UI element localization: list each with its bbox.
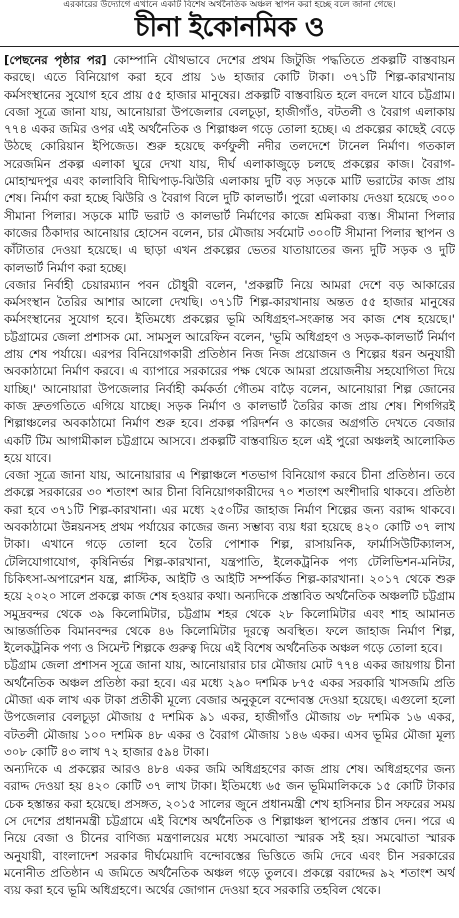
article-paragraph: বেজা সূত্রে জানা যায়, আনোয়ারার এ শিল্পাঞ্চলে শতভাগ বিনিয়োগ করবে চীনা প্রতিষ্ঠান। তবে প্রকল্পে সরকারের ৩০ শতাংশ আর চীনা বিনিয়োগকারীদের ৭০ শতাংশ অংশীদারি থাকবে। প্রতিষ্ঠা করা হবে ৩৭১টি শিল্প-কারখানা। এর মধ্যে ২৫০টির জাহাজ নির্মাণ শিল্পের জন্য বরাদ্দ থাকবে। অবকাঠামো উন্নয়নসহ প্রথম পর্যায়ের কাজের জন্য সম্ভাব্য ব্যয় ধরা হয়েছে ৪২০ কোটি ৩৭ লাখ টাকা। এখানে গড়ে তোলা হবে তৈরি পোশাক শিল্প, রাসায়নিক, ফার্মাসিউটিক্যালস, টেলিযোগাযোগ, কৃষিনির্ভর শিল্প-কারখানা, যন্ত্রপাতি, ইলেকট্রনিক পণ্য টেলিভিশন-মনিটর, চিকিৎসা-অপারেশন যন্ত্র, প্লাস্টিক, আইটি ও আইটি সম্পর্কিত শিল্প-কারখানা। ২০১৭ থেকে শুরু হয়ে ২০২০ সালে প্রকল্পে কাজ শেষ হওয়ার কথা। অন্যদিকে প্রস্তাবিত অর্থনৈতিক অঞ্চলটি চট্টগ্রাম সমুদ্রবন্দর থেকে ৩৯ কিলোমিটার, চট্টগ্রাম শহর থেকে ২৮ কিলোমিটার এবং শাহ আমানত আন্তর্জাতিক বিমানবন্দর থেকে ৪৬ কিলোমিটার দূরত্বে অবস্থিত। ফলে জাহাজ নির্মাণ শিল্প, ইলেকট্রনিক পণ্য ও সিমেন্ট শিল্পকে গুরুত্ব দিয়ে এই বিশেষ অর্থনৈতিক অঞ্চল গড়ে তোলা হবে। — [4, 468, 455, 656]
article-paragraph — [4, 52, 455, 277]
article-paragraph: চট্টগ্রাম জেলা প্রশাসন সূত্রে জানা যায়, আনোয়ারার চার মৌজায় মোট ৭৭৪ একর জায়গায় চীনা অর্থনৈতিক অঞ্চল প্রতিষ্ঠা করা হবে। এর মধ্যে ২৯০ দশমিক ৮৭৫ একর সরকারি খাসজমি প্রতি মৌজা এক লাখ এক টাকা প্রতীকী মূল্যে বেজার অনুকূলে বন্দোবস্ত দেওয়া হয়েছে। এগুলো হলো উপজেলার বেলচূড়া মৌজায় ৫ দশমিক ৯১ একর, হাজীগাঁও মৌজায় ৩৮ দশমিক ১৬ একর, বটতলী মৌজায় ১০০ দশমিক ৪৮ একর ও বৈরাগ মৌজায় ১৪৬ একর। এসব ভূমির মৌজা মূল্য ৩০৮ কোটি ৪৩ লাখ ৭২ হাজার ৫৯৪ টাকা। — [4, 658, 455, 759]
article-body — [4, 52, 455, 914]
article-paragraph: অন্যদিকে এ প্রকল্পের আরও ৪৮৪ একর জমি অধিগ্রহণের কাজ প্রায় শেষ। অধিগ্রহণের জন্য বরাদ্দ দেওয়া হয় ৪২০ কোটি ৩৭ লাখ টাকা। ইতিমধ্যে ৬৫ জন ভূমিমালিককে ১৫ কোটি টাকার চেক হস্তান্তর করা হয়েছে। প্রসঙ্গত, ২০১৫ সালের জুনে প্রধানমন্ত্রী শেখ হাসিনার চীন সফরের সময় সে দেশের প্রধানমন্ত্রী চট্টগ্রামে এই বিশেষ অর্থনৈতিক ও শিল্পাঞ্চল স্থাপনের প্রস্তাব দেন। পরে এ নিয়ে বেজা ও চীনের বাণিজ্য মন্ত্রণালয়ের মধ্যে সমঝোতা স্মারক সই হয়। সমঝোতা স্মারক অনুযায়ী, বাংলাদেশ সরকার দীর্ঘমেয়াদি বন্দোবস্তের ভিত্তিতে জমি দেবে এবং চীন সরকারের মনোনীত প্রতিষ্ঠান এ জমিতে অর্থনৈতিক অঞ্চল গড়ে তুলবে। প্রকল্পে বরাদ্দের ৯২ শতাংশ অর্থ ব্যয় করা হবে ভূমি অধিগ্রহণে। অর্থের জোগান দেওয়া হবে সরকারি তহবিল থেকে। — [4, 762, 455, 898]
headline-rule — [0, 46, 459, 47]
continuation-tag: [পেছনের পৃষ্ঠার পর] — [4, 53, 107, 67]
article-paragraph: বেজার নির্বাহী চেয়ারম্যান পবন চৌধুরী বলেন, 'প্রকল্পটি নিয়ে আমরা দেশে বড় আকারের কর্মসংস্থান তৈরির আশার আলো দেখছি। ৩৭১টি শিল্প-কারখানায় অন্তত ৫৫ হাজার মানুষের কর্মসংস্থানের সুযোগ হবে। ইতিমধ্যে প্রকল্পের ভূমি অধিগ্রহণ-সংক্রান্ত সব কাজ শেষ হয়েছে।' চট্টগ্রামের জেলা প্রশাসক মো. সামসুল আরেফিন বলেন, 'ভূমি অধিগ্রহণ ও সড়ক-কালভার্ট নির্মাণ প্রায় শেষ পর্যায়ে। এরপর বিনিয়োগকারী প্রতিষ্ঠান নিজ নিজ প্রয়োজন ও শিল্পের ধরন অনুযায়ী অবকাঠামো নির্মাণ করবে। এ ব্যাপারে সরকারের পক্ষ থেকে আমরা প্রয়োজনীয় সহযোগিতা দিয়ে যাচ্ছি।' আনোয়ারা উপজেলার নির্বাহী কর্মকর্তা গৌতম বাড়ৈ বলেন, আনোয়ারা শিল্প জোনের কাজ দ্রুতগতিতে এগিয়ে যাচ্ছে। সড়ক নির্মাণ ও কালভার্ট তৈরির কাজ প্রায় শেষ। শিগগিরই শিল্পাঞ্চলের অবকাঠামো নির্মাণ শুরু হবে। প্রকল্প পরিদর্শন ও কাজের অগ্রগতি দেখতে বেজার একটি টিম আগামীকাল চট্টগ্রামে আসবে। প্রকল্পটি বাস্তবায়িত হলে এই পুরো অঞ্চলই আলোকিত হয়ে যাবে। — [4, 277, 455, 465]
previous-article-fragment: এরকারের উদ্যোগে এখানে একটি বিশেষ অর্থনৈতিক অঞ্চল স্থাপন করা হচ্ছে বলে জানা গেছে। — [63, 0, 396, 10]
paragraph-text: কোম্পানি যৌথভাবে দেশের প্রথম জিটুজি পদ্ধতিতে প্রকল্পটি বাস্তবায়ন করছে। এতে বিনিয়োগ করা হবে প্রায় ১৬ হাজার কোটি টাকা। ৩৭১টি শিল্প-কারখানায় কর্মসংস্থানের সুযোগ হবে প্রায় ৫৫ হাজার মানুষের। প্রকল্পটি বাস্তবায়িত হলে বদলে যাবে চট্টগ্রাম। বেজা সূত্রে জানা যায়, আনোয়ারা উপজেলার বেলচূড়া, হাজীগাঁও, বটতলী ও বৈরাগ এলাকায় ৭৭৪ একর জমির ওপর এই অর্থনৈতিক ও শিল্পাঞ্চল গড়ে তোলা হচ্ছে। এ প্রকল্পের কাছেই বেড়ে উঠছে কোরিয়ান ইপিজেড। শুরু হয়েছে কর্ণফুলী নদীর তলদেশে টানেল নির্মাণ। গতকাল সরেজমিন প্রকল্প এলাকা ঘুরে দেখা যায়, দীর্ঘ এলাকাজুড়ে চলছে প্রকল্পের কাজ। বৈরাগ-মোহাম্মদপুর এবং কালাবিবি দীঘিপাড়-ঝিউরি এলাকায় দুটি বড় সড়কে মাটি ভরাটের কাজ প্রায় শেষ। নির্মাণ করা হচ্ছে ঝিউরি ও বৈরাগ বিলে দুটি কালভার্ট। পুরো এলাকায় দেওয়া হয়েছে ৩০০ সীমানা পিলার। সড়কে মাটি ভরাট ও কালভার্ট নির্মাণের কাজে শ্রমিকরা ব্যস্ত। সীমানা পিলার কাজের ঠিকাদার আনোয়ার হোসেন বলেন, চার মৌজায় সর্বমোট ৩০০টি সীমানা পিলার স্থাপন ও কাঁটাতার দেওয়া হয়েছে। এ ছাড়া এখন প্রকল্পের ভেতর যাতায়াতের জন্য দুটি সড়ক ও দুটি কালভার্ট নির্মাণ করা হচ্ছে। — [4, 53, 455, 275]
headline: চীনা ইকোনমিক ও — [134, 12, 325, 43]
